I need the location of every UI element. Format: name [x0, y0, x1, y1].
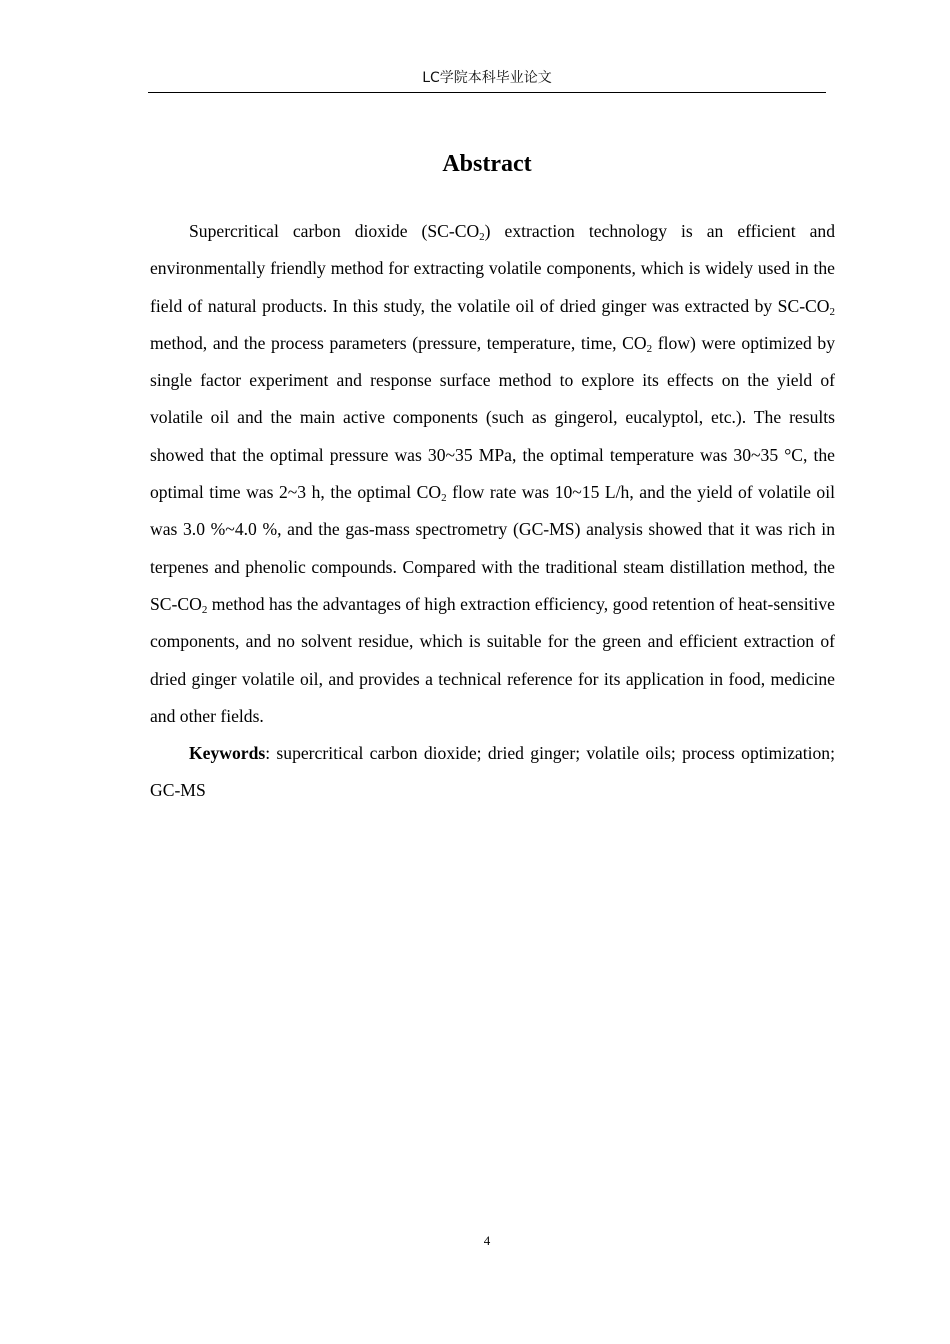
abstract-text-3: method, and the process parameters (pressure, temperature, time, CO: [150, 332, 647, 353]
abstract-body: [150, 213, 835, 810]
subscript-2: 2: [646, 342, 653, 355]
abstract-paragraph: [150, 213, 835, 735]
abstract-text-1: Supercritical carbon dioxide (SC-CO: [189, 221, 480, 241]
page-number: 4: [483, 1233, 491, 1248]
keywords-text: : supercritical carbon dioxide; dried ginger; volatile oils; process optimization; GC-MS: [150, 743, 835, 801]
abstract-text-5: flow rate was 10~15 L/h, and the yield of volatile oil was 3.0 %~4.0 %, and the gas-mass spectrometry (GC-MS) analysis showed that it was rich in terpenes and phenolic compounds. Compared with the traditional steam distillation method, the SC-CO: [150, 482, 835, 614]
subscript-2: 2: [201, 603, 208, 616]
subscript-2: 2: [479, 231, 485, 243]
keywords-label: Keywords: [189, 743, 266, 764]
abstract-text-6: method has the advantages of high extraction efficiency, good retention of heat-sensitive components, and no solvent residue, which is suitable for the green and efficient extraction of dried ginger volatile oil, and provides a technical reference for its application in food, medicine and other fields.: [150, 593, 835, 726]
abstract-text-4: flow) were optimized by single factor experiment and response surface method to explore its effects on the yield of volatile oil and the main active components (such as gingerol, eucalyptol, etc.). The results showed that the optimal pressure was 30~35 MPa, the optimal temperature was 30~35 °C, the optimal time was 2~3 h, the optimal CO: [150, 332, 835, 503]
subscript-2: 2: [829, 305, 835, 318]
subscript-2: 2: [441, 492, 447, 505]
abstract-text-2: ) extraction technology is an efficient and environmentally friendly method for extracting volatile components, which is widely used in the field of natural products. In this study, the volatile oil of dried ginger was extracted by SC-CO: [150, 221, 835, 316]
keywords-paragraph: [150, 735, 835, 810]
abstract-title: Abstract: [442, 151, 532, 177]
page-header: LC学院本科毕业论文: [422, 70, 552, 86]
header-rule: [148, 92, 826, 93]
